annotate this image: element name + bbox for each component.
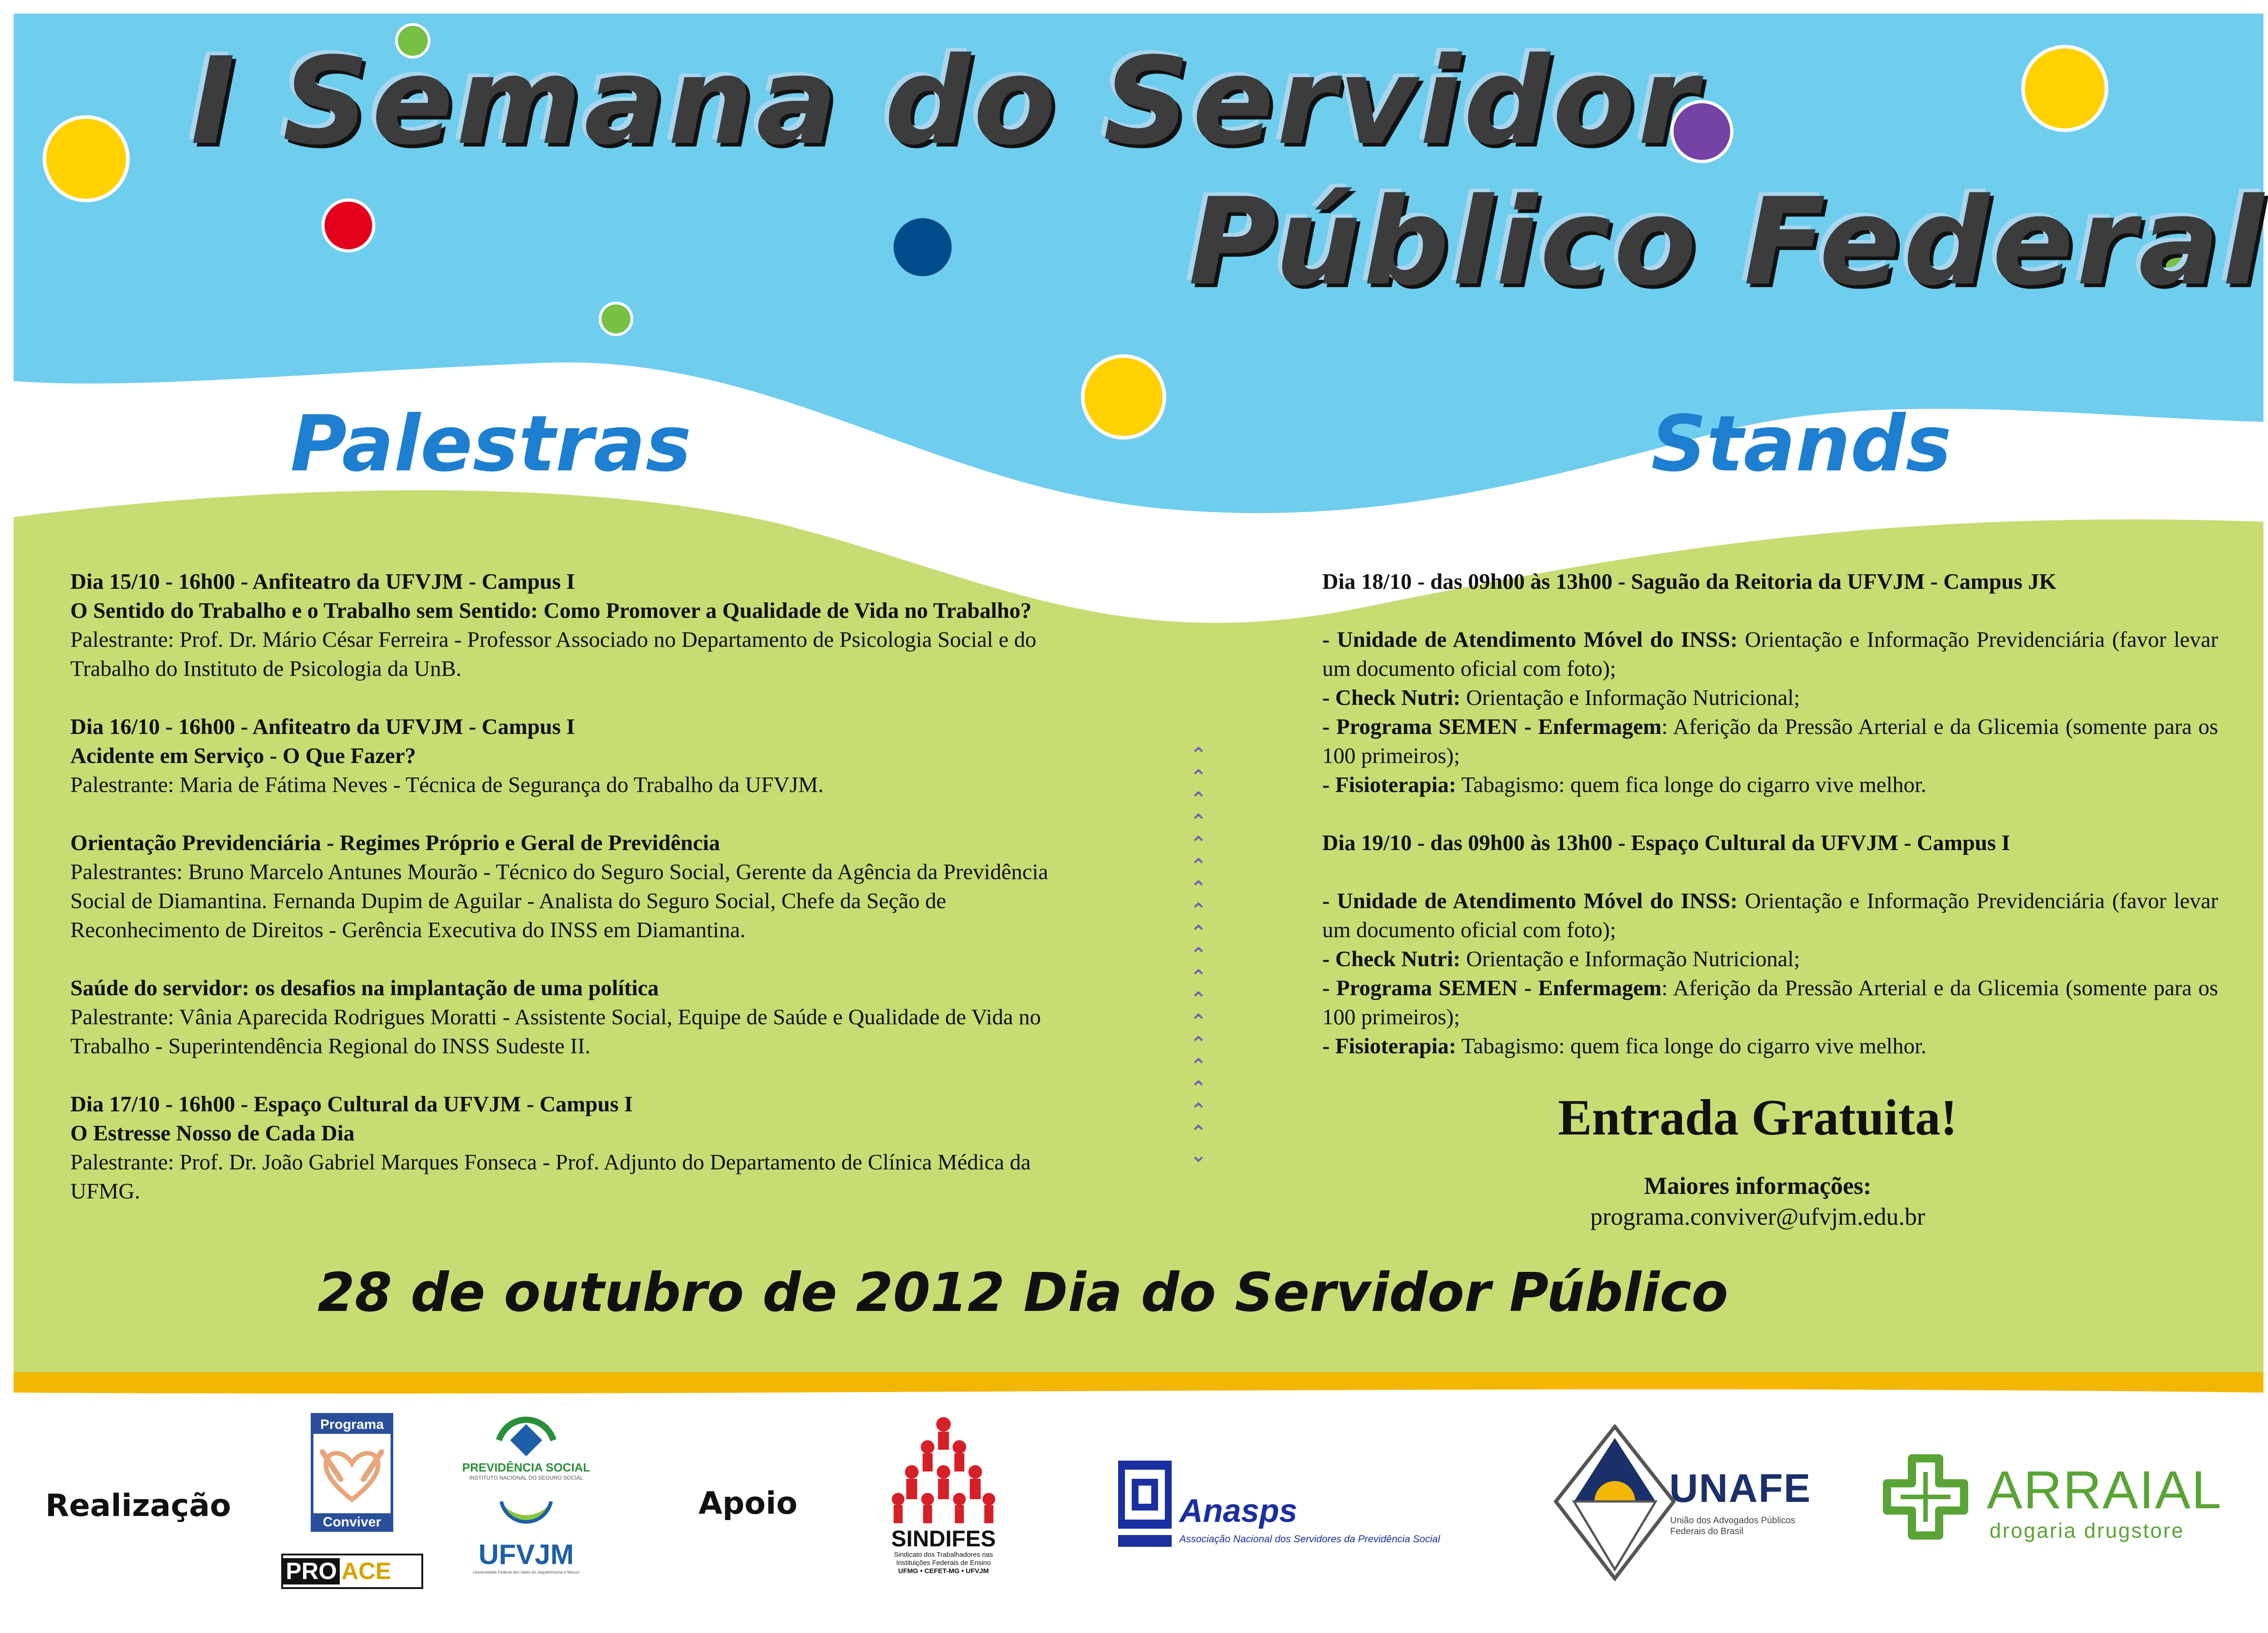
stands-heading: Stands — [1651, 399, 1952, 489]
red-dot — [323, 200, 374, 251]
people-pyramid-icon — [885, 1415, 1002, 1524]
stand-items — [1322, 625, 2218, 799]
previdencia-logo — [458, 1408, 594, 1481]
date-banner: 28 de outubro de 2012 Dia do Servidor Público — [318, 1261, 1729, 1324]
chevron-up-icon: ⌃ — [1190, 743, 1207, 767]
title-line-2: Público Federal — [1188, 172, 2267, 312]
contact-email[interactable]: programa.conviver@ufvjm.edu.br — [1590, 1203, 1925, 1230]
previdencia-logo-subtext: INSTITUTO NACIONAL DO SEGURO SOCIAL — [469, 1475, 583, 1481]
chevron-up-icon: ⌃ — [1190, 944, 1207, 967]
palestra-item — [70, 567, 1059, 683]
arraial-logo — [1882, 1454, 2241, 1549]
chevron-up-icon: ⌃ — [1190, 832, 1207, 856]
conviver-logo — [311, 1413, 393, 1532]
sindifes-logo-subtext: Instituições Federais de Ensino — [896, 1559, 991, 1567]
palestra-item — [70, 828, 1059, 944]
palestra-speaker: Palestrante: Prof. Dr. João Gabriel Marques Fonseca - Prof. Adjunto do Departamento de Clínica Médica da UFMG. — [70, 1149, 1031, 1203]
stand-item-text: Tabagismo: quem fica longe do cigarro vive melhor. — [1456, 1033, 1926, 1058]
chevron-up-icon: ⌃ — [1190, 1055, 1207, 1078]
stand-item-text: Orientação e Informação Previdenciária (favor levar um documento oficial com foto); — [1322, 627, 2218, 681]
unafe-logo-subtext: Federais do Brasil — [1670, 1526, 1744, 1536]
palestra-title: Saúde do servidor: os desafios na implantação de uma política — [70, 975, 659, 1000]
ufvjm-logo-text: UFVJM — [478, 1539, 574, 1570]
palestra-title: Orientação Previdenciária - Regimes Próprio e Geral de Previdência — [70, 830, 720, 855]
chevron-up-icon: ⌃ — [1190, 1032, 1207, 1056]
arraial-logo-text: ARRAIAL — [1987, 1460, 2222, 1520]
proace-logo-ace: ACE — [341, 1558, 391, 1584]
sindifes-logo-text: SINDIFES — [891, 1526, 996, 1551]
chevron-up-icon: ⌃ — [1190, 1077, 1207, 1100]
stand-item-label: - Check Nutri: — [1322, 946, 1461, 971]
chevron-down-icon: ⌄ — [1190, 1144, 1207, 1167]
conviver-logo-top: Programa — [313, 1416, 391, 1434]
chevron-up-icon: ⌃ — [1190, 921, 1207, 944]
stand-day — [1322, 567, 2218, 596]
sindifes-logo-subtext: UFMG • CEFET-MG • UFVJM — [898, 1567, 989, 1575]
unafe-mark-icon — [1551, 1424, 1678, 1583]
stand-item-label: - Programa SEMEN - Enfermagem — [1322, 714, 1662, 739]
ufvjm-logo-subtext: Universidade Federal dos Vales do Jequitinhonha e Mucuri — [473, 1570, 580, 1574]
stand-item-text: Orientação e Informação Previdenciária (favor levar um documento oficial com foto); — [1322, 888, 2218, 942]
palestra-title: O Estresse Nosso de Cada Dia — [70, 1120, 355, 1145]
more-info — [1315, 1170, 2200, 1232]
sindifes-logo-subtext: Sindicato dos Trabalhadores nas — [894, 1551, 993, 1559]
stand-item-label: - Programa SEMEN - Enfermagem — [1322, 975, 1662, 1000]
hands-heart-icon — [313, 1434, 391, 1511]
palestra-speaker: Palestrante: Maria de Fátima Neves - Técnica de Segurança do Trabalho da UFVJM. — [70, 772, 824, 797]
stand-day — [1322, 828, 2218, 857]
chevron-up-icon: ⌃ — [1190, 766, 1207, 789]
chevron-divider — [1185, 744, 1212, 1166]
more-info-label: Maiores informações: — [1644, 1172, 1872, 1199]
unafe-logo — [1551, 1424, 1812, 1583]
stand-item-label: - Unidade de Atendimento Móvel do INSS: — [1322, 888, 1738, 913]
palestra-title: Acidente em Serviço - O Que Fazer? — [70, 743, 416, 768]
stand-item-label: - Check Nutri: — [1322, 685, 1461, 710]
stand-item-text: Tabagismo: quem fica longe do cigarro vive melhor. — [1456, 772, 1926, 797]
anasps-logo — [1118, 1461, 1481, 1551]
palestra-heading: Dia 16/10 - 16h00 - Anfiteatro da UFVJM - Campus I — [70, 714, 575, 739]
palestra-speaker: Palestrante: Prof. Dr. Mário César Ferreira - Professor Associado no Departamento de Psicologia Social e do Trabalho do Instituto de Psicologia da UnB. — [70, 627, 1036, 681]
anasps-logo-text: Anasps — [1179, 1493, 1298, 1529]
stand-item-text: Orientação e Informação Nutricional; — [1460, 685, 1800, 710]
palestra-heading: Dia 17/10 - 16h00 - Espaço Cultural da UFVJM - Campus I — [70, 1091, 633, 1116]
stand-item-label: - Fisioterapia: — [1322, 772, 1457, 797]
chevron-up-icon: ⌃ — [1190, 1099, 1207, 1122]
title-line-1: I Semana do Servidor — [191, 32, 1700, 171]
palestra-title: O Sentido do Trabalho e o Trabalho sem Sentido: Como Promover a Qualidade de Vida no Trabalho? — [70, 598, 1032, 623]
stand-item-text: : Aferição da Pressão Arterial e da Glicemia (somente para os 100 primeiros); — [1322, 714, 2218, 768]
ufvjm-mark-icon — [494, 1492, 558, 1538]
proace-logo — [281, 1554, 423, 1589]
stand-item-text: Orientação e Informação Nutricional; — [1460, 946, 1800, 971]
stand-item-label: - Fisioterapia: — [1322, 1033, 1457, 1058]
palestra-item — [70, 973, 1059, 1061]
previdencia-mark-icon — [490, 1408, 562, 1458]
chevron-up-icon: ⌃ — [1190, 810, 1207, 833]
sindifes-logo — [875, 1415, 1012, 1592]
unafe-logo-text: UNAFE — [1669, 1466, 1812, 1511]
previdencia-logo-text: PREVIDÊNCIA SOCIAL — [462, 1461, 591, 1474]
palestra-speaker: Palestrantes: Bruno Marcelo Antunes Mourão - Técnico do Seguro Social, Gerente da Agência da Previdência Social de Diamantina. Fernanda Dupim de Aguilar - Analista do Seguro Social, Chefe da Seção de Reconhecimento de Direitos - Gerência Executiva do INSS em Diamantina. — [70, 859, 1048, 942]
pharmacy-cross-icon — [1882, 1454, 1969, 1540]
arraial-logo-subtext: drogaria drugstore — [1989, 1519, 2185, 1542]
stand-heading: Dia 19/10 - das 09h00 às 13h00 - Espaço Cultural da UFVJM - Campus I — [1322, 830, 2010, 855]
chevron-up-icon: ⌃ — [1190, 855, 1207, 878]
entrada-gratuita: Entrada Gratuita! — [1558, 1090, 1958, 1146]
conviver-logo-bottom: Conviver — [313, 1513, 391, 1531]
ufvjm-logo — [463, 1492, 590, 1583]
yellow-dot — [1083, 356, 1164, 438]
navy-dot — [894, 218, 952, 276]
chevron-up-icon: ⌃ — [1190, 1010, 1207, 1033]
stand-item-text: : Aferição da Pressão Arterial e da Glicemia (somente para os 100 primeiros); — [1322, 975, 2218, 1029]
chevron-up-icon: ⌃ — [1190, 988, 1207, 1011]
apoio-label: Apoio — [699, 1486, 798, 1521]
palestra-speaker: Palestrante: Vânia Aparecida Rodrigues Moratti - Assistente Social, Equipe de Saúde e Qualidade de Vida no Trabalho - Superintendência Regional do INSS Sudeste II. — [70, 1004, 1041, 1058]
palestras-heading: Palestras — [290, 399, 692, 489]
anasps-mark-icon — [1118, 1461, 1173, 1551]
yellow-dot — [44, 117, 128, 200]
chevron-up-icon: ⌃ — [1190, 1121, 1207, 1144]
chevron-up-icon: ⌃ — [1190, 877, 1207, 900]
realizacao-label: Realização — [45, 1488, 231, 1524]
yellow-dot — [2023, 47, 2107, 130]
palestra-item — [70, 712, 1059, 799]
chevron-up-icon: ⌃ — [1190, 788, 1207, 811]
chevron-up-icon: ⌃ — [1190, 966, 1207, 989]
anasps-logo-subtext: Associação Nacional dos Servidores da Previdência Social — [1179, 1533, 1440, 1545]
stand-item-label: - Unidade de Atendimento Móvel do INSS: — [1322, 627, 1738, 652]
palestra-heading: Dia 15/10 - 16h00 - Anfiteatro da UFVJM - Campus I — [70, 569, 575, 594]
green-dot — [600, 303, 632, 335]
palestras-column — [70, 567, 1059, 1235]
proace-logo-pro: PRO — [283, 1558, 340, 1584]
stands-column — [1322, 567, 2218, 1090]
stand-heading: Dia 18/10 - das 09h00 às 13h00 - Saguão da Reitoria da UFVJM - Campus JK — [1322, 569, 2057, 594]
palestra-item — [70, 1090, 1059, 1206]
chevron-up-icon: ⌃ — [1190, 899, 1207, 922]
stand-items — [1322, 886, 2218, 1061]
unafe-logo-subtext: União dos Advogados Públicos — [1670, 1516, 1795, 1525]
